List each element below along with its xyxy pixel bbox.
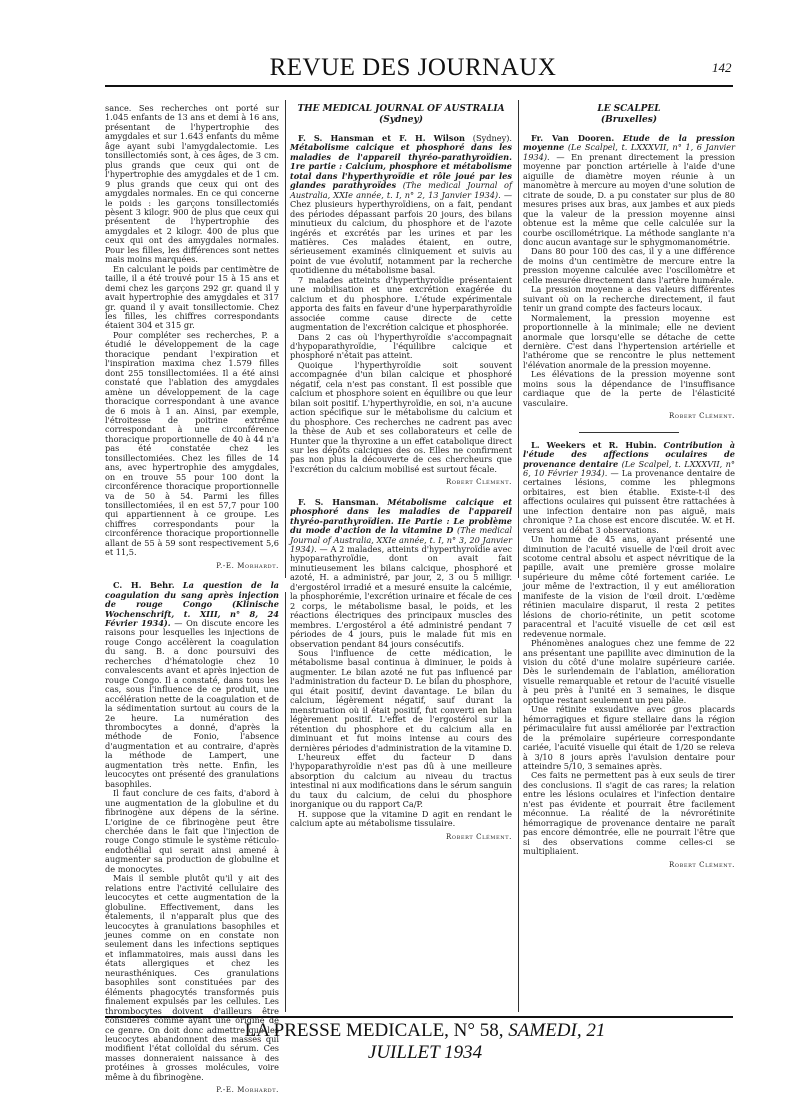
footer-rule bbox=[105, 1016, 733, 1018]
paragraph: Sous l'influence de cette médication, le métabolisme basal continua à diminuer, le poids à augmenter. Le bilan azoté ne fut pas influencé par l'administration du facteur D. Le bilan du phosphore, qui était positif, devint davantage. Le bilan du calcium, légèrement négatif, sauf durant la menstruation où il était positif, fut converti en bilan légèrement positif. L'effet de l'ergostérol sur la rétention du phosphore et du calcium alla en diminuant et fut moins intense au cours des dernières périodes d'administration de la vitamine D. bbox=[290, 648, 512, 753]
article-author: C. H. Behr. bbox=[113, 580, 175, 591]
journal-name: THE MEDICAL JOURNAL OF AUSTRALIA bbox=[297, 104, 505, 114]
article-heading bbox=[290, 134, 512, 276]
article-text: — Chez plusieurs hyperthyroïdiens, on a fait, pendant des périodes dépassant parfois 20 jours, des bilans minutieux du calcium, du phosphore et de l'azote ingérés et excrétés par les urines et par les matières. Ces malades étaient, en outre, sérieusement examinés cliniquement et suivis au point de vue évolutif, notamment par la recherche quotidienne du métabolisme basal. bbox=[290, 189, 512, 276]
paragraph: Quoique l'hyperthyroïdie soit souvent accompagnée d'un bilan calcique et phosphoré négatif, cela n'est pas constant. Il est possible que calcium et phosphore soient en équilibre ou que leur bilan soit positif. L'hyperthyroïdie, en soi, n'a aucune action spécifique sur le métabolisme du calcium et du phosphore. Ces recherches ne cadrent pas avec la thèse de Aub et ses collaborateurs et celle de Hunter que la thyroxine a un effet catabolique direct sur les dépôts calciques des os. Elles ne confirment pas non plus la découverte de ces chercheurs que l'excrétion du calcium mobilisé est surtout fécale. bbox=[290, 359, 512, 474]
article-text: — On discute encore les raisons pour lesquelles les injections de rouge Congo accélèrent la coagulation du sang. B. a donc poursuivi des recherches d'hématologie chez 10 convalescents avant et après injection de rouge Congo. Il a constaté, dans tous les cas, sous l'influence de ce produit, une accélération nette de la coagulation et de la sédimentation surtout au cours de la 2e heure. La numération des thrombocytes a donné, d'après la méthode de Fonio, l'absence d'augmentation et au contraire, d'après la méthode de Lampert, une augmentation très nette. Enfin, les leucocytes ont présenté des granulations basophiles. bbox=[105, 618, 280, 789]
paragraph: 7 malades atteints d'hyperthyroïdie présentaient une mobilisation et une excrétion exagérée du calcium et du phosphore. L'étude expérimentale apporta des faits en faveur d'une hyperparathyroïdie associée comme cause directe de cette augmentation de l'excrétion calcique et phosphorée. bbox=[290, 274, 512, 333]
column-divider bbox=[285, 100, 286, 578]
article-text: — A 2 malades, atteints d'hyperthyroïdie avec hypoparathyroïdie, dont on avait fait minutieusement les bilans calcique, phosphoré et azoté, H. a administré, par jour, 2, 3 ou 5 milligr. d'ergostérol irradié et a mesuré ensuite la calcémie, la phosphorémie, l'excrétion urinaire et fécale de ces 2 corps, le métabolisme basal, le poids, et les réactions électriques des principaux muscles des membres. L'ergostérol a été administré pendant 7 périodes de 4 jours, puis le malade fut mis en observation pendant 84 jours consécutifs. bbox=[290, 544, 512, 649]
paragraph: Pour compléter ses recherches, P. a étudié le développement de la cage thoracique pendant l'expiration et l'inspiration maxima chez 1.579 filles dont 255 tonsillectomiées. Il a été ainsi constaté que l'ablation des amygdales amène un développement de la cage thoracique correspondant à une avance de 6 mois à 1 an. Ainsi, par exemple, l'étroitesse de poitrine extrême correspondant à une circonférence thoracique proportionnelle de 40 à 44 n'a pas été constatée chez les tonsillectomiées. Chez les filles de 14 ans, avec hypertrophie des amygdales, on en trouve 55 pour 100 dont la circonférence thoracique proportionnelle va de 50 à 54. Parmi les filles tonsillectomiées, il en est 57,7 pour 100 qui appartiennent à ce groupe. Les chiffres correspondants pour la circonférence thoracique proportionnelle allant de 55 à 59 sont respectivement 5,6 et 11,5. bbox=[105, 329, 279, 558]
paragraph: Dans 80 pour 100 des cas, il y a une différence de moins d'un centimètre de mercure entre la pression moyenne calculée avec l'oscillomètre et celle mesurée directement dans l'artère humérale. bbox=[523, 246, 735, 285]
article-heading bbox=[290, 498, 512, 649]
column-divider bbox=[518, 592, 519, 1012]
article-reference: (Klinische Wochenschrift, t. XIII, n° 8, 24 Février 1934). bbox=[105, 599, 279, 629]
column-divider bbox=[285, 592, 286, 1012]
author-signature: Robert Clément. bbox=[669, 860, 735, 869]
column-right bbox=[523, 104, 735, 880]
paragraph: La pression moyenne a des valeurs différentes suivant où on la recherche directement, il faut tenir un grand compte des facteurs locaux. bbox=[523, 284, 735, 314]
author-signature: Robert Clément. bbox=[446, 478, 512, 487]
header-rule bbox=[105, 85, 733, 87]
article-heading bbox=[523, 441, 735, 536]
paragraph: H. suppose que la vitamine D agit en rendant le calcium apte au métabolisme tissulaire. bbox=[290, 808, 512, 829]
article-reference: (Le Scalpel, t. LXXXVII, n° 1, 6 Janvier 1934). bbox=[523, 142, 735, 162]
paragraph: Normalement, la pression moyenne est proportionnelle à la minimale; elle ne devient anormale que lorsqu'elle se détache de cette dernière. C'est dans l'hypertension artérielle et l'athérome que se rencontre le plus nettement l'élévation anormale de la pression moyenne. bbox=[523, 312, 735, 370]
paragraph: En calculant le poids par centimètre de taille, il a été trouvé pour 15 à 15 ans et demi chez les garçons 292 gr. quand il y avait hypertrophie des amygdales et 317 gr. quand il y avait tonsillectomie. Chez les filles, les chiffres correspondants étaient 304 et 315 gr. bbox=[105, 263, 279, 331]
article-text: — En prenant directement la pression moyenne par ponction artérielle à l'aide d'une aiguille de diamètre moyen réunie à un manomètre à mercure au moyen d'une solution de citrate de soude, D. a pu constater sur plus de 80 mesures prises aux bras, aux jambes et aux pieds que la valeur de la pression moyenne ainsi obtenue est la même que celle calculée sur la courbe oscillométrique. La méthode sanglante n'a donc aucun avantage sur le sphygmomanométrie. bbox=[523, 151, 736, 247]
article-heading bbox=[105, 581, 279, 789]
paragraph: Les élévations de la pression moyenne sont moins sous la dépendance de l'insuffisance cardiaque que de la perte de l'élasticité vasculaire. bbox=[523, 369, 735, 408]
paragraph: Phénomènes analogues chez une femme de 22 ans présentant une papillite avec diminution de la vision du côté d'une molaire supérieure cariée. Dès le surlendemain de l'ablation, amélioration visuelle remarquable et retour de l'acuité visuelle à peu près à l'unité en 3 semaines, le disque optique restant seulement un peu pâle. bbox=[523, 638, 735, 705]
article-reference: (The medical Journal of Australia, XXIe année, t. I, n° 3, 20 Janvier 1934). bbox=[290, 525, 513, 555]
journal-city: (Sydney) bbox=[378, 115, 424, 125]
article-author: L. Weekers et R. Hubin. bbox=[531, 439, 657, 450]
column-divider bbox=[518, 100, 519, 578]
author-signature: P.-E. Morhardt. bbox=[216, 1086, 279, 1095]
author-signature: Robert Clément. bbox=[669, 412, 735, 421]
paragraph: Ces faits ne permettent pas à eux seuls de tirer des conclusions. Il s'agit de cas rares; la relation entre les lésions oculaires et l'infection dentaire n'est pas évidente et pourrait être facilement méconnue. La réalité de la névrorétinite hémorragique de provenance dentaire ne paraît pas encore démontrée, elle ne pourrait l'être que si des observations comme celles-ci se multipliaient. bbox=[523, 770, 735, 857]
article-title: Métabolisme calcique et phosphoré dans les maladies de l'appareil thyréo-parathyroïdien. IIe Partie : Le problème du mode d'action de la vitamine D bbox=[290, 496, 512, 536]
article-author-place: (Sydney). bbox=[472, 133, 512, 143]
article-reference: (The medical Journal of Australia, XXIe année, t. I, n° 2, 13 Janvier 1934). bbox=[290, 180, 512, 200]
article-title: Etude de la pression moyenne bbox=[523, 133, 735, 153]
article-title: La question de la coagulation du sang après injection de rouge Congo bbox=[105, 580, 279, 610]
paragraph: Mais il semble plutôt qu'il y ait des relations entre l'activité cellulaire des leucocytes et cette augmentation de la globuline. Effectivement, dans les étalements, il n'apparaît plus que des leucocytes à granulations basophiles et jeunes comme on en constate non seulement dans les infections septiques et inflammatoires, mais aussi dans les états allergiques et chez les neurasthéniques. Ces granulations basophiles sont constituées par des éléments phagocytés transformés puis finalement expulsés par les cellules. Les thrombocytes doivent d'ailleurs être considérés comme ayant une origine de ce genre. On doit donc admettre que les leucocytes abandonnent des masses qui modifient l'état colloïdal du sérum. Ces masses donneraient naissance à des protéines à grosses molécules, voire même à du fibrinogène. bbox=[105, 873, 279, 1082]
article-author: F. S. Hansman et F. H. Wilson bbox=[298, 133, 465, 143]
paragraph: Il faut conclure de ces faits, d'abord à une augmentation de la globuline et du fibrinogène aux dépens de la sérine. L'origine de ce fibrinogène peut être cherchée dans le fait que l'injection de rouge Congo stimule le système réticulo-endothélial qui serait ainsi amené à augmenter sa production de globuline et de monocytes. bbox=[105, 788, 279, 874]
column-middle bbox=[290, 104, 512, 852]
paragraph: sance. Ses recherches ont porté sur 1.045 enfants de 13 ans et demi à 16 ans, présentant de l'hypertrophie des amygdales et sur 1.643 enfants du même âge ayant subi l'amygdalectomie. Les tonsillectomiés sont, à ces âges, de 3 cm. plus grands que ceux qui ont de l'hypertrophie des amygdales et de 1 cm. 9 plus grands que ceux qui ont des amygdales normales. En ce qui concerne le poids : les garçons tonsillectomiés pèsent 3 kilogr. 900 de plus que ceux qui présentent de l'hypertrophie des amygdales et 2 kilogr. 400 de plus que ceux qui ont des amygdales normales. Pour les filles, les différences sont nettes mais moins marquées. bbox=[105, 103, 279, 265]
column-left bbox=[105, 104, 279, 1106]
article-text: — La provenance dentaire de certaines lésions, comme les phlegmons orbitaires, est bien établie. Existe-t-il des affections oculaires qui puissent être rattachées à une infection dentaire non pas aiguë, mais chronique ? La chose est encore discutée. W. et H. versent au débat 3 observations. bbox=[523, 467, 735, 535]
paragraph: Un homme de 45 ans, ayant présenté une diminution de l'acuité visuelle de l'œil droit avec scotome central absolu et aspect névritique de la papille, avait une première grosse molaire supérieure du même côté fortement cariée. Le jour même de l'extraction, il y eut amélioration manifeste de la vision de l'œil droit. L'œdème rétinien maculaire disparut, il resta 2 petites lésions de chorio-rétinite, un petit scotome paracentral et l'acuité visuelle de cet œil est redevenue normale. bbox=[523, 534, 735, 639]
section-rule bbox=[579, 432, 679, 433]
page-header-title: REVUE DES JOURNAUX bbox=[269, 54, 557, 81]
page-footer bbox=[225, 1020, 625, 1064]
article-heading bbox=[523, 134, 735, 247]
article-reference: (Le Scalpel, t. LXXXVII, n° 6, 10 Février 1934). bbox=[523, 458, 735, 478]
author-signature: P.-E. Morhardt. bbox=[216, 561, 279, 570]
journal-name: LE SCALPEL bbox=[597, 104, 661, 114]
footer-journal: LA PRESSE MEDICALE, N° 58, bbox=[244, 1020, 504, 1041]
article-title: Contribution à l'étude des affections oculaires de provenance dentaire bbox=[523, 439, 736, 469]
article-author: F. S. Hansman. bbox=[298, 496, 379, 507]
paragraph: L'heureux effet du facteur D dans l'hypoparathyroïdie n'est pas dû à une meilleure absorption du calcium au niveau du tractus intestinal ni aux modifications dans le sérum sanguin du taux du calcium, de celui du phosphore inorganique ou du rapport Ca/P. bbox=[290, 752, 512, 810]
journal-city: (Bruxelles) bbox=[600, 115, 658, 125]
footer-date: SAMEDI, 21 JUILLET 1934 bbox=[367, 1020, 606, 1063]
page-number: 142 bbox=[712, 60, 732, 75]
author-signature: Robert Clément. bbox=[446, 832, 512, 841]
paragraph: Dans 2 cas où l'hyperthyroïdie s'accompagnait d'hypoparathyroïdie, l'équilibre calcique et phosphoré n'était pas atteint. bbox=[290, 331, 512, 361]
article-title: Métabolisme calcique et phosphoré dans les maladies de l'appareil thyréo-parathyroïdien. 1re partie : Calcium, phosphore et métabolisme total dans l'hyperthyroïdie et rôle joué par les glandes parathyroïdes bbox=[290, 142, 512, 191]
paragraph: Une rétinite exsudative avec gros placards hémorragiques et figure stellaire dans la région périmaculaire fut aussi améliorée par l'extraction de la prémolaire supérieure correspondante cariée, l'acuité visuelle qui était de 1/20 se releva à 3/10 8 jours après l'avulsion dentaire pour atteindre 5/10, 3 semaines après. bbox=[523, 704, 735, 771]
article-author: Fr. Van Dooren. bbox=[531, 133, 615, 143]
